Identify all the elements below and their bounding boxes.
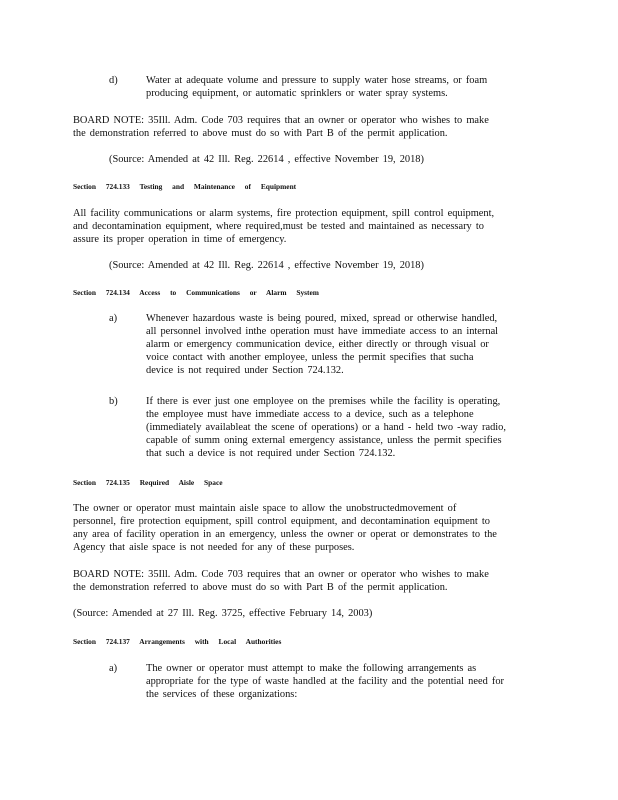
- text-line: personnel, fire protection equipment, spill control equipment, and decontamination equipment to: [73, 516, 490, 527]
- item-137-a-text: [146, 662, 504, 701]
- text-line: assure its proper operation in time of emergency.: [73, 234, 287, 245]
- text-line: producing equipment, or automatic sprinklers or water spray systems.: [146, 88, 448, 99]
- section-heading-724-137: Section 724.137 Arrangements with Local Authorities: [73, 637, 282, 646]
- text-line: alarm or emergency communication device, either directly or through visual or: [146, 339, 489, 350]
- board-note-2: [73, 568, 489, 594]
- text-line: any area of facility operation in an emergency, unless the owner or operat or demonstrates to the: [73, 529, 497, 540]
- text-line: the demonstration referred to above must do so with Part B of the permit application.: [73, 128, 448, 139]
- text-line: The owner or operator must maintain aisle space to allow the unobstructedmovement of: [73, 503, 457, 514]
- section-heading-724-133: Section 724.133 Testing and Maintenance of Equipment: [73, 182, 297, 191]
- text-line: Agency that aisle space is not needed for any of these purposes.: [73, 542, 355, 553]
- text-line: All facility communications or alarm systems, fire protection equipment, spill control equipment,: [73, 208, 495, 219]
- source-note-2: [109, 259, 424, 272]
- item-d-text: [146, 74, 487, 100]
- text-line: (Source: Amended at 42 Ill. Reg. 22614 , effective November 19, 2018): [109, 154, 424, 165]
- text-line: The owner or operator must attempt to make the following arrangements as: [146, 663, 477, 674]
- text-line: (immediately availableat the scene of operations) or a hand - held two -way radio,: [146, 422, 506, 433]
- text-line: that such a device is not required under Section 724.132.: [146, 448, 396, 459]
- section-heading-724-134: Section 724.134 Access to Communications or Alarm System: [73, 288, 319, 297]
- text-line: BOARD NOTE: 35Ill. Adm. Code 703 requires that an owner or operator who wishes to make: [73, 115, 489, 126]
- text-line: the demonstration referred to above must do so with Part B of the permit application.: [73, 582, 448, 593]
- section-heading-724-135: Section 724.135 Required Aisle Space: [73, 478, 223, 487]
- board-note-1: [73, 114, 489, 140]
- list-label-a: a): [109, 663, 118, 674]
- list-label-d: d): [109, 75, 118, 86]
- text-line: If there is ever just one employee on the premises while the facility is operating,: [146, 396, 501, 407]
- source-note-1: [109, 153, 424, 166]
- source-note-3: [73, 607, 372, 620]
- text-line: the employee must have immediate access to a device, such as a telephone: [146, 409, 474, 420]
- text-line: Water at adequate volume and pressure to supply water hose streams, or foam: [146, 75, 488, 86]
- list-label-b: b): [109, 396, 118, 407]
- text-line: Whenever hazardous waste is being poured, mixed, spread or otherwise handled,: [146, 313, 498, 324]
- text-line: all personnel involved inthe operation must have immediate access to an internal: [146, 326, 499, 337]
- item-134-b-text: [146, 395, 506, 460]
- text-line: BOARD NOTE: 35Ill. Adm. Code 703 requires that an owner or operator who wishes to make: [73, 569, 489, 580]
- text-line: (Source: Amended at 27 Ill. Reg. 3725, effective February 14, 2003): [73, 608, 373, 619]
- text-line: the services of these organizations:: [146, 689, 298, 700]
- text-line: (Source: Amended at 42 Ill. Reg. 22614 , effective November 19, 2018): [109, 260, 424, 271]
- section-724-133-text: [73, 207, 494, 246]
- section-724-135-text: [73, 502, 497, 554]
- text-line: appropriate for the type of waste handled at the facility and the potential need for: [146, 676, 504, 687]
- text-line: voice contact with another employee, unless the permit specifies that sucha: [146, 352, 474, 363]
- text-line: device is not required under Section 724.132.: [146, 365, 344, 376]
- text-line: and decontamination equipment, where required,must be tested and maintained as necessary to: [73, 221, 484, 232]
- item-134-a-text: [146, 312, 498, 377]
- text-line: capable of summ oning external emergency assistance, unless the permit specifies: [146, 435, 502, 446]
- list-label-a: a): [109, 313, 118, 324]
